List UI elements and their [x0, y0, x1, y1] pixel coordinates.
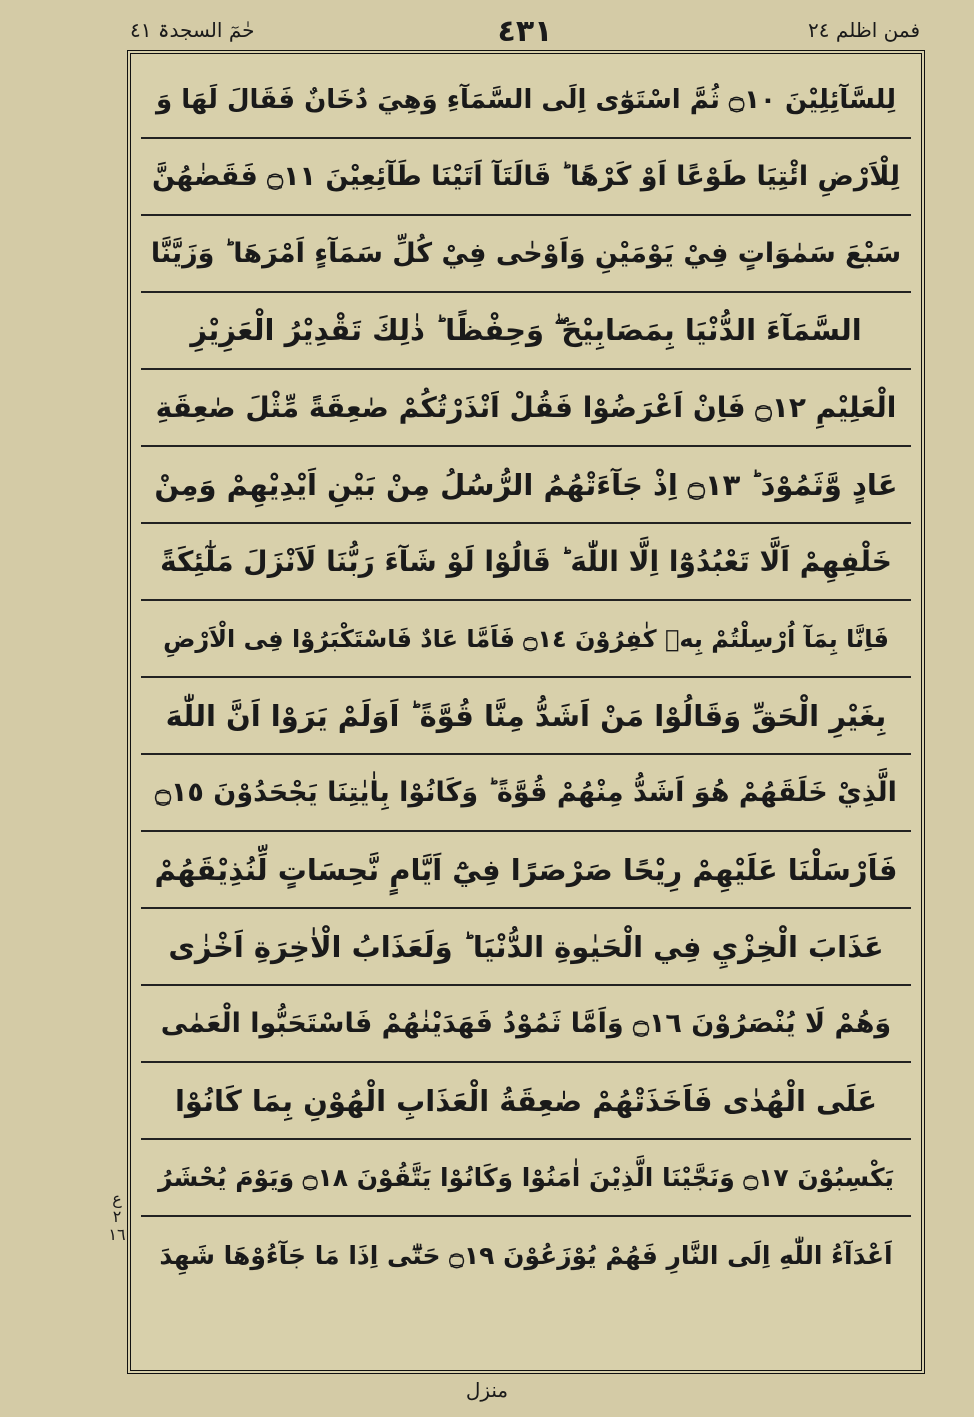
text-frame [127, 50, 925, 1374]
text-line: الَّذِيْ خَلَقَهُمْ هُوَ اَشَدُّ مِنْهُمْ قُوَّةً ؕ وَكَانُوْا بِاٰيٰتِنَا يَجْحَدُوْنَ ۝١٥ [141, 755, 911, 832]
text-line: بِغَيْرِ الْحَقِّ وَقَالُوْا مَنْ اَشَدُّ مِنَّا قُوَّةً ؕ اَوَلَمْ يَرَوْا اَنَّ اللّٰهَ [141, 678, 911, 755]
text-line: يَكْسِبُوْنَ ۝١٧ وَنَجَّيْنَا الَّذِيْنَ اٰمَنُوْا وَكَانُوْا يَتَّقُوْنَ ۝١٨ وَيَوْمَ يُحْشَرُ [141, 1140, 911, 1217]
text-line: فَاِنَّا بِمَآ اُرْسِلْتُمْ بِهٖ كٰفِرُوْنَ ۝١٤ فَاَمَّا عَادٌ فَاسْتَكْبَرُوْا فِى الْاَرْضِ [141, 601, 911, 678]
page-footer: منزل [465, 1378, 509, 1402]
ruku-marker: ع ٢ ١٦ [108, 1189, 126, 1244]
text-line: السَّمَآءَ الدُّنْيَا بِمَصَابِيْحَ ۖ وَحِفْظًا ؕ ذٰلِكَ تَقْدِيْرُ الْعَزِيْزِ [141, 293, 911, 370]
text-line: عَادٍ وَّثَمُوْدَ ؕ ۝١٣ اِذْ جَآءَتْهُمُ الرُّسُلُ مِنْ بَيْنِ اَيْدِيْهِمْ وَمِنْ [141, 447, 911, 524]
text-line: لِلْاَرْضِ ائْتِيَا طَوْعًا اَوْ كَرْهًا ؕ قَالَتَآ اَتَيْنَا طَآئِعِيْنَ ۝١١ فَقَضٰهُنَّ [141, 139, 911, 216]
text-line: عَلَى الْهُدٰى فَاَخَذَتْهُمْ صٰعِقَةُ الْعَذَابِ الْهُوْنِ بِمَا كَانُوْا [141, 1063, 911, 1140]
text-line: اَعْدَآءُ اللّٰهِ اِلَى النَّارِ فَهُمْ يُوْزَعُوْنَ ۝١٩ حَتّٰٓى اِذَا مَا جَآءُوْهَا شَهِدَ [159, 1241, 893, 1270]
surah-name: حٰمٓ السجدۃ ٤١ [130, 18, 255, 42]
text-line: وَهُمْ لَا يُنْصَرُوْنَ ۝١٦ وَاَمَّا ثَمُوْدُ فَهَدَيْنٰهُمْ فَاسْتَحَبُّوا الْعَمٰى [141, 986, 911, 1063]
text-lines [141, 62, 911, 1362]
para-name: فمن اظلم ٢٤ [808, 18, 920, 42]
text-line: لِلسَّآئِلِيْنَ ۝١٠ ثُمَّ اسْتَوٰٓى اِلَى السَّمَآءِ وَهِيَ دُخَانٌ فَقَالَ لَهَا وَ [141, 62, 911, 139]
page-header [130, 14, 920, 54]
page-number: ٤٣١ [497, 14, 553, 49]
text-line: الْعَلِيْمِ ۝١٢ فَاِنْ اَعْرَضُوْا فَقُلْ اَنْذَرْتُكُمْ صٰعِقَةً مِّثْلَ صٰعِقَةِ [141, 370, 911, 447]
text-line: خَلْفِهِمْ اَلَّا تَعْبُدُوْٓا اِلَّا اللّٰهَ ؕ قَالُوْا لَوْ شَآءَ رَبُّنَا لَاَنْزَلَ مَلٰٓئِكَةً [141, 524, 911, 601]
text-line: فَاَرْسَلْنَا عَلَيْهِمْ رِيْحًا صَرْصَرًا فِيْٓ اَيَّامٍ نَّحِسَاتٍ لِّنُذِيْقَهُمْ [141, 832, 911, 909]
text-line: سَبْعَ سَمٰوَاتٍ فِيْ يَوْمَيْنِ وَاَوْحٰى فِيْ كُلِّ سَمَآءٍ اَمْرَهَا ؕ وَزَيَّنَّا [141, 216, 911, 293]
text-line: عَذَابَ الْخِزْيِ فِي الْحَيٰوةِ الدُّنْيَا ؕ وَلَعَذَابُ الْاٰخِرَةِ اَخْزٰى [141, 909, 911, 986]
